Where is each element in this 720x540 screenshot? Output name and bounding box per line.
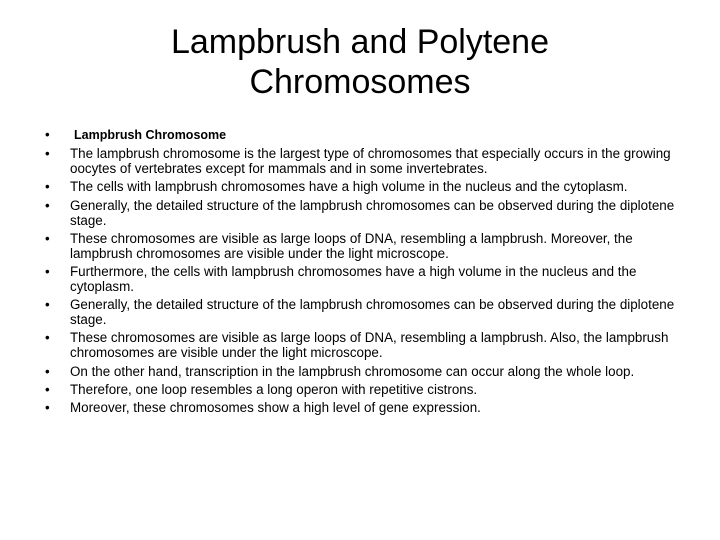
- bullet-dot-icon: •: [45, 146, 50, 162]
- bullet-item: [40, 146, 680, 176]
- bullet-item: [40, 382, 680, 397]
- bullet-text: On the other hand, transcription in the lampbrush chromosome can occur along the whole loop.: [70, 363, 635, 379]
- bullet-text: The lampbrush chromosome is the largest type of chromosomes that especially occurs in the growing oocytes of vertebrates except for mammals and in some invertebrates.: [70, 146, 671, 177]
- bullet-text: The cells with lampbrush chromosomes have a high volume in the nucleus and the cytoplasm.: [70, 179, 628, 195]
- bullet-text: These chromosomes are visible as large loops of DNA, resembling a lampbrush. Moreover, the lampbrush chromosomes are visible under the light microscope.: [70, 230, 633, 261]
- bullet-dot-icon: •: [45, 399, 50, 415]
- bullet-dot-icon: •: [45, 330, 50, 346]
- bullet-text: Generally, the detailed structure of the lampbrush chromosomes can be observed during the diplotene stage.: [70, 297, 675, 328]
- bullet-dot-icon: •: [45, 381, 50, 397]
- bullet-dot-icon: •: [45, 363, 50, 379]
- bullet-item: [40, 198, 680, 228]
- bullet-text: Therefore, one loop resembles a long operon with repetitive cistrons.: [70, 381, 478, 397]
- bullet-item: [40, 264, 680, 294]
- bullet-dot-icon: •: [45, 197, 50, 213]
- bullet-dot-icon: •: [45, 230, 50, 246]
- bullet-item: [40, 179, 680, 194]
- section-heading: Lampbrush Chromosome: [74, 128, 227, 142]
- bullet-text: Moreover, these chromosomes show a high level of gene expression.: [70, 399, 481, 415]
- bullet-item: [40, 400, 680, 415]
- bullet-text: Generally, the detailed structure of the lampbrush chromosomes can be observed during the diplotene stage.: [70, 197, 675, 228]
- slide-title: Lampbrush and Polytene Chromosomes: [170, 23, 550, 101]
- bullet-text: These chromosomes are visible as large loops of DNA, resembling a lampbrush. Also, the lampbrush chromosomes are visible under the light microscope.: [70, 330, 669, 361]
- bullet-item: [40, 231, 680, 261]
- bullet-item: [40, 330, 680, 360]
- bullet-item: [40, 127, 680, 143]
- bullet-item: [40, 297, 680, 327]
- bullet-dot-icon: •: [45, 297, 50, 313]
- bullet-dot-icon: •: [45, 263, 50, 279]
- bullet-dot-icon: •: [45, 127, 50, 142]
- bullet-text: Furthermore, the cells with lampbrush chromosomes have a high volume in the nucleus and the cytoplasm.: [70, 263, 637, 294]
- bullet-item: [40, 364, 680, 379]
- bullet-list: [40, 127, 680, 418]
- bullet-dot-icon: •: [45, 179, 50, 195]
